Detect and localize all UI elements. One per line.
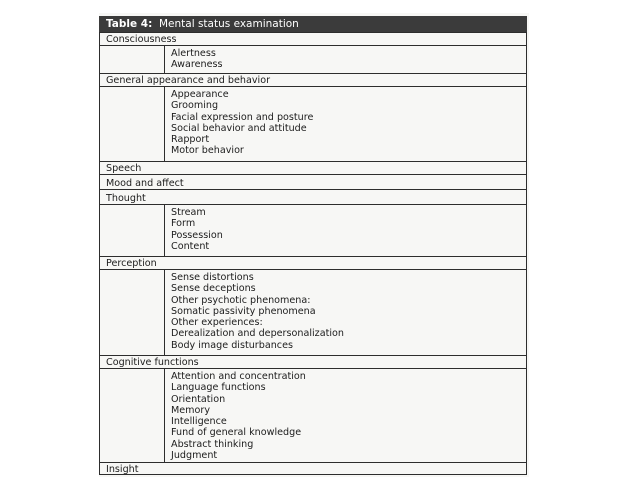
section-thought: Thought (100, 192, 526, 205)
list-item: Fund of general knowledge (171, 427, 302, 439)
section-perception-items (100, 270, 526, 356)
section-insight: Insight (106, 464, 139, 475)
section-perception: Perception (100, 257, 526, 270)
section-speech: Speech (100, 162, 526, 175)
list-item: Awareness (171, 59, 223, 71)
list-item: Derealization and depersonalization (171, 328, 344, 340)
list-item: Form (171, 218, 196, 230)
table-gutter (100, 205, 165, 256)
list-item: Motor behavior (171, 145, 244, 157)
list-item: Sense deceptions (171, 283, 256, 295)
item-list (171, 89, 526, 157)
table-title-bar (99, 16, 527, 32)
section-consciousness-items (100, 46, 526, 74)
list-item: Language functions (171, 382, 266, 394)
table-gutter (100, 369, 165, 462)
list-item: Content (171, 240, 210, 252)
list-item: Grooming (171, 100, 219, 112)
list-item: Abstract thinking (171, 438, 254, 450)
section-cognitive-functions: Cognitive functions (100, 356, 526, 369)
list-item: Sense distortions (171, 272, 254, 283)
list-item: Orientation (171, 393, 226, 405)
list-item: Other experiences: (171, 317, 263, 329)
list-item: Intelligence (171, 416, 227, 428)
section-mood-affect: Mood and affect (100, 177, 526, 190)
section-consciousness: Consciousness (100, 33, 526, 46)
table-title: Mental status examination (158, 18, 299, 30)
list-item: Facial expression and posture (171, 111, 314, 123)
section-general-appearance-items (100, 87, 526, 162)
table-gutter (100, 46, 165, 73)
item-list (171, 371, 526, 461)
list-item: Somatic passivity phenomena (171, 305, 316, 317)
table-gutter (100, 87, 165, 161)
list-item: Rapport (171, 134, 210, 146)
list-item: Alertness (171, 48, 216, 59)
list-item: Possession (171, 229, 223, 241)
document-page (99, 13, 529, 477)
table-gutter (100, 270, 165, 355)
item-list (171, 272, 526, 351)
list-item: Attention and concentration (171, 371, 306, 382)
list-item: Stream (171, 207, 206, 218)
section-general-appearance: General appearance and behavior (100, 74, 526, 87)
item-list (171, 207, 526, 252)
list-item: Body image disturbances (171, 339, 293, 351)
item-list (171, 48, 526, 71)
list-item: Memory (171, 404, 211, 416)
list-item: Social behavior and attitude (171, 122, 307, 134)
list-item: Other psychotic phenomena: (171, 294, 311, 306)
section-thought-items (100, 205, 526, 257)
mental-status-table (99, 32, 527, 475)
table-label: Table 4: (106, 18, 153, 30)
list-item: Judgment (171, 450, 218, 462)
list-item: Appearance (171, 89, 229, 100)
section-cognitive-functions-items (100, 369, 526, 463)
